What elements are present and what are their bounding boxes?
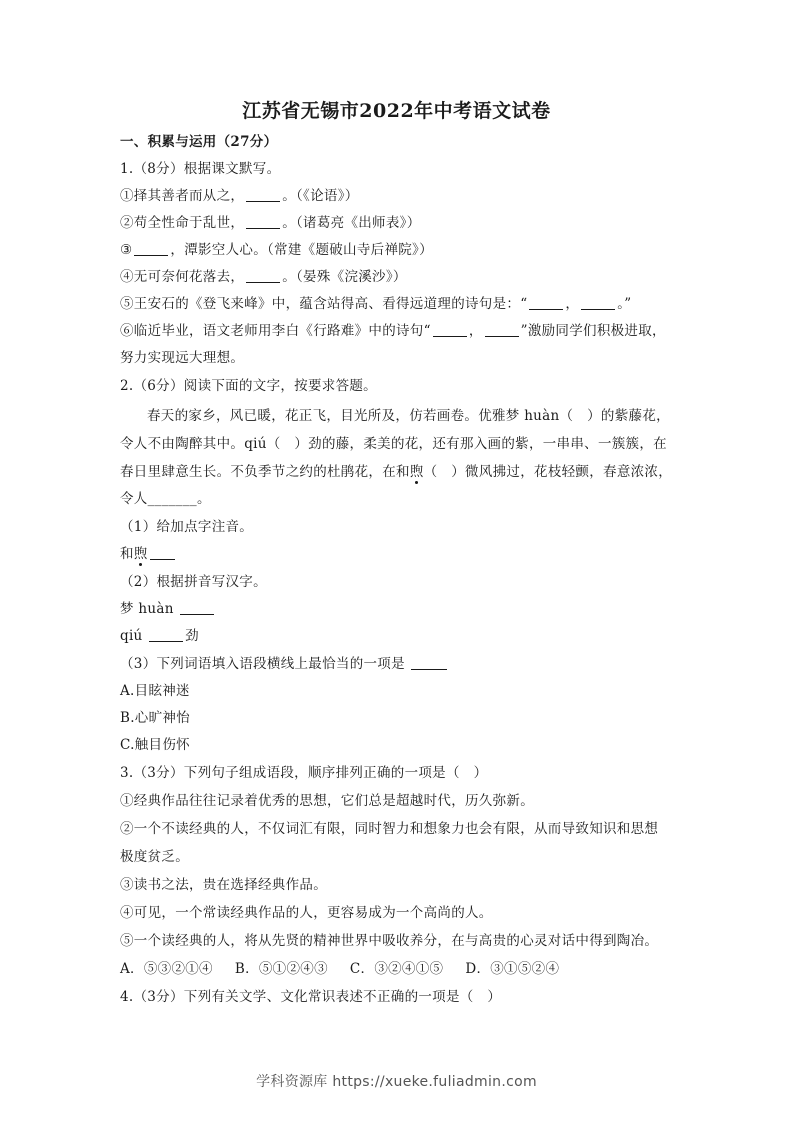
q1-line-4: ④无可奈何花落去， 。（晏殊《浣溪沙》） [120, 269, 407, 285]
passage-line-3: 春日里肆意生长。不负季节之约的杜鹃花，在和煦（ ）微风拂过，花枝轻颤，春意浓浓， [120, 464, 673, 480]
question-3-stem: 3.（3分）下列句子组成语段，顺序排列正确的一项是（ ） [120, 765, 488, 781]
q1-line-3: ③ ，潭影空人心。（常建《题破山寺后禅院》） [120, 242, 433, 258]
answer-blank[interactable] [246, 215, 280, 229]
dotted-char: 煦 [133, 546, 148, 562]
q2-sub-3: （3）下列词语填入语段横线上最恰当的一项是 [120, 655, 449, 673]
option-a[interactable]: A.目眩神迷 [120, 683, 190, 699]
answer-blank[interactable] [180, 601, 214, 615]
answer-blank[interactable] [433, 323, 467, 337]
q2-sub-1: （1）给加点字注音。 [120, 519, 254, 535]
q3-sentence-2-cont: 极度贫乏。 [120, 849, 189, 865]
q3-sentence-4: ④可见，一个常读经典作品的人，更容易成为一个高尚的人。 [120, 905, 493, 921]
question-2-stem: 2.（6分）阅读下面的文字，按要求答题。 [120, 378, 377, 394]
answer-blank[interactable] [529, 296, 563, 310]
q3-sentence-2: ②一个不读经典的人，不仅词汇有限，同时智力和想象力也会有限，从而导致知识和思想 [120, 821, 659, 837]
q3-options [120, 960, 581, 978]
passage-line-1: 春天的家乡，风已暖，花正飞，目光所及，仿若画卷。优雅梦 huàn（ ）的紫藤花， [147, 408, 670, 424]
answer-blank[interactable] [246, 188, 280, 202]
q1-line-6: ⑥临近毕业，语文老师用李白《行路难》中的诗句“ ， ”激励同学们积极进取， [120, 323, 666, 339]
answer-blank[interactable] [581, 296, 615, 310]
q1-line-2: ②苟全性命于乱世， 。（诸葛亮《出师表》） [120, 215, 421, 231]
q1-line-5: ⑤王安石的《登飞来峰》中，蕴含站得高、看得远道理的诗句是：“ ， 。” [120, 296, 632, 312]
q2-sub-2-answer-b: qiú 劲 [120, 628, 199, 644]
question-4-stem: 4.（3分）下列有关文学、文化常识表述不正确的一项是（ ） [120, 989, 502, 1005]
q2-sub-2: （2）根据拼音写汉字。 [120, 574, 267, 590]
q3-option-a[interactable]: A．⑤③②①④ [120, 961, 213, 977]
answer-blank[interactable] [134, 242, 168, 256]
q1-line-6-cont: 努力实现远大理想。 [120, 350, 245, 366]
option-c[interactable]: C.触目伤怀 [120, 737, 190, 753]
q1-line-1: ①择其善者而从之， 。（《论语》） [120, 188, 359, 204]
answer-blank[interactable] [149, 628, 183, 642]
q3-option-c[interactable]: C．③②④①⑤ [349, 961, 444, 977]
q3-sentence-3: ③读书之法，贵在选择经典作品。 [120, 877, 327, 893]
q3-sentence-5: ⑤一个读经典的人，将从先贤的精神世界中吸收养分，在与高贵的心灵对话中得到陶冶。 [120, 933, 659, 949]
answer-blank[interactable] [485, 323, 519, 337]
answer-blank[interactable] [246, 269, 280, 283]
q3-sentence-1: ①经典作品往往记录着优秀的思想，它们总是超越时代，历久弥新。 [120, 793, 534, 809]
answer-blank[interactable] [150, 546, 175, 560]
page-title: 江苏省无锡市2022年中考语文试卷 [242, 100, 551, 122]
passage-line-2: 令人不由陶醉其中。qiú（ ）劲的藤，柔美的花，还有那入画的紫，一串串、一簇簇，在 [120, 436, 667, 452]
dotted-char: 煦 [409, 464, 424, 480]
question-1-stem: 1.（8分）根据课文默写。 [120, 161, 281, 177]
answer-blank[interactable] [411, 656, 447, 670]
q2-sub-2-answer-a: 梦 huàn [120, 600, 216, 618]
q3-option-d[interactable]: D．③①⑤②④ [465, 961, 560, 977]
option-b[interactable]: B.心旷神怡 [120, 710, 191, 726]
q2-sub-1-answer: 和煦 [120, 545, 177, 563]
q3-option-b[interactable]: B．⑤①②④③ [234, 961, 328, 977]
section-heading: 一、积累与运用（27分） [120, 134, 278, 150]
passage-line-4: 令人_______。 [120, 491, 211, 507]
footer-watermark: 学科资源库 https://xueke.fuliadmin.com [256, 1074, 537, 1090]
